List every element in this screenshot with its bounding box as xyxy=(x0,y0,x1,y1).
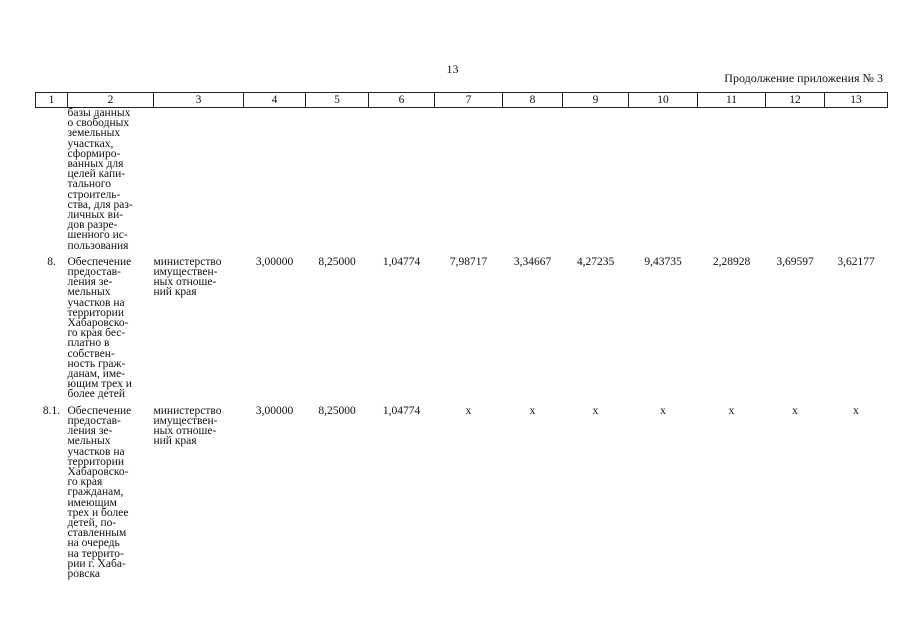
responsible-org xyxy=(154,108,244,257)
row-number: 8. xyxy=(47,255,56,268)
header-cell: 10 xyxy=(629,93,698,108)
value-cell: 4,27235 xyxy=(576,255,615,268)
budget-table xyxy=(35,92,888,579)
header-cell: 4 xyxy=(244,93,306,108)
value-cell: 2,28928 xyxy=(712,255,751,268)
header-cell: 8 xyxy=(503,93,563,108)
value-cell: 8,25000 xyxy=(318,255,356,268)
header-cell: 2 xyxy=(68,93,154,108)
header-cell: 6 xyxy=(369,93,435,108)
page-number: 13 xyxy=(446,62,459,76)
responsible-org: министерство имуществен- ных отноше- ний края xyxy=(153,404,222,448)
value-cell: 3,34667 xyxy=(513,255,552,268)
value-cell: 1,04774 xyxy=(382,255,421,268)
measure-name: базы данных о свободных земельных участках, сформиро- ванных для целей капи- тального строитель- ства, для раз- личных ви- дов разре- шенного ис- пользования xyxy=(67,107,133,252)
value-cell: х xyxy=(465,404,472,417)
value-cell xyxy=(825,108,888,257)
header-cell: 3 xyxy=(154,93,244,108)
value-cell: х xyxy=(728,404,735,417)
value-cell xyxy=(244,108,306,257)
header-cell: 12 xyxy=(766,93,825,108)
value-cell: 3,00000 xyxy=(255,404,294,417)
value-cell xyxy=(629,108,698,257)
value-cell xyxy=(369,108,435,257)
value-cell xyxy=(766,108,825,257)
value-cell: 9,43735 xyxy=(644,255,682,268)
value-cell: 8,25000 xyxy=(318,404,356,417)
responsible-org: министерство имуществен- ных отноше- ний края xyxy=(153,255,222,299)
header-cell: 5 xyxy=(306,93,369,108)
table-row xyxy=(36,257,888,406)
header-cell: 11 xyxy=(698,93,766,108)
header-cell: 7 xyxy=(435,93,503,108)
value-cell: 3,00000 xyxy=(255,255,294,268)
value-cell: х xyxy=(853,404,859,417)
value-cell: 3,62177 xyxy=(837,255,875,268)
value-cell: 3,69597 xyxy=(776,255,814,268)
value-cell xyxy=(503,108,563,257)
value-cell xyxy=(698,108,766,257)
value-cell: 7,98717 xyxy=(449,255,488,268)
row-number xyxy=(36,108,68,257)
row-number: 8.1. xyxy=(42,404,61,417)
value-cell: 1,04774 xyxy=(382,404,421,417)
measure-name: Обеспечение предостав- ления зе- мельных участков на территории Хабаровско- го края гражданам, имеющим трех и более детей, по- ставленным на очередь на террито- рии г. Хаба- ровска xyxy=(67,404,132,580)
header-row xyxy=(36,93,888,108)
measure-name: Обеспечение предостав- ления зе- мельных участков на территории Хабаровско- го края бес- платно в собствен- ность граж- данам, име- ющим трех и более детей xyxy=(67,255,132,401)
value-cell xyxy=(435,108,503,257)
value-cell: х xyxy=(792,404,798,417)
value-cell: х xyxy=(592,404,599,417)
value-cell xyxy=(563,108,629,257)
appendix-continuation-label: Продолжение приложения № 3 xyxy=(724,71,883,85)
value-cell xyxy=(306,108,369,257)
header-cell: 13 xyxy=(825,93,888,108)
value-cell: х xyxy=(660,404,666,417)
value-cell: х xyxy=(529,404,536,417)
header-cell: 1 xyxy=(36,93,68,108)
table-row xyxy=(36,108,888,257)
table-row xyxy=(36,406,888,579)
header-cell: 9 xyxy=(563,93,629,108)
